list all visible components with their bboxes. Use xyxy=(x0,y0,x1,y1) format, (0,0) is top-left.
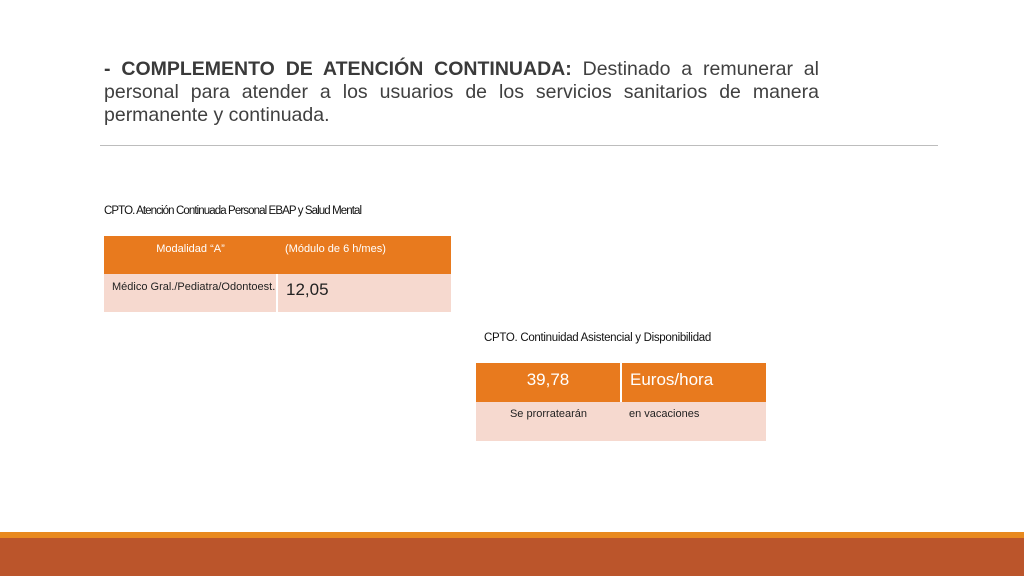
table1-caption: CPTO. Atención Continuada Personal EBAP y Salud Mental xyxy=(104,205,362,217)
table2-caption: CPTO. Continuidad Asistencial y Disponibilidad xyxy=(484,332,711,344)
continuidad-asistencial-table xyxy=(476,363,766,441)
atencion-continuada-table xyxy=(104,236,451,312)
intro-body: Destinado a remunerar al personal para atender a los usuarios de los servicios sanitarios de manera permanente y continuada. xyxy=(104,58,819,126)
footer-bar xyxy=(0,538,1024,576)
header-importe: 39,78 xyxy=(476,363,621,402)
cell-categoria: Médico Gral./Pediatra/Odontoest. xyxy=(104,274,277,312)
header-modulo: (Módulo de 6 h/mes) xyxy=(285,243,386,255)
header-modalidad: Modalidad “A” xyxy=(156,243,225,255)
cell-importe: 12,05 xyxy=(286,280,329,299)
header-unidad: Euros/hora xyxy=(630,370,714,389)
divider xyxy=(100,145,938,146)
table-row xyxy=(104,274,451,312)
cell-prorrateo: Se prorratearán xyxy=(509,408,588,420)
table-header-row xyxy=(104,236,451,274)
table-header-row xyxy=(476,363,766,402)
cell-vacaciones: en vacaciones xyxy=(629,408,700,420)
intro-heading: - COMPLEMENTO DE ATENCIÓN CONTINUADA: xyxy=(104,58,572,80)
table-row xyxy=(476,402,766,441)
intro-paragraph xyxy=(104,58,819,127)
